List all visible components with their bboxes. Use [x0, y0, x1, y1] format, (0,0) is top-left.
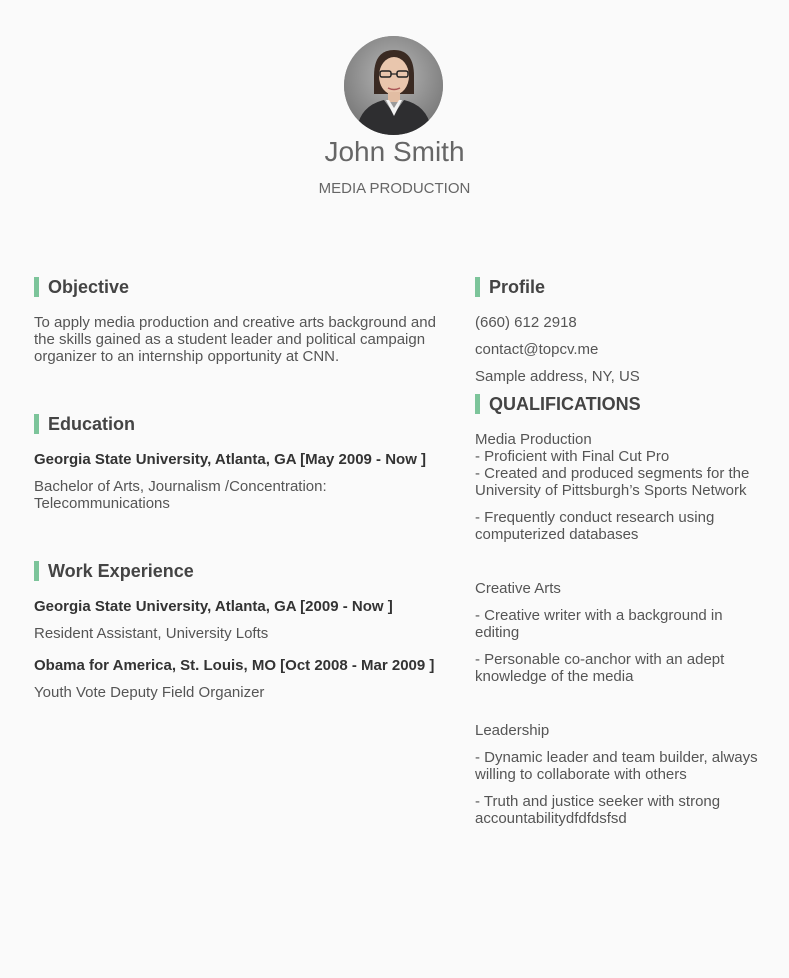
- education-heading: Education: [34, 413, 135, 435]
- education-degree: Bachelor of Arts, Journalism /Concentration: Telecommunications: [34, 478, 327, 512]
- qualifications-heading: QUALIFICATIONS: [475, 393, 641, 415]
- work-experience-heading: Work Experience: [34, 560, 194, 582]
- qualification-item: - Dynamic leader and team builder, always willing to collaborate with others: [475, 749, 758, 783]
- profile-email: contact@topcv.me: [475, 341, 599, 358]
- job-org: Obama for America, St. Louis, MO [Oct 2008 - Mar 2009 ]: [34, 657, 435, 674]
- qualification-group-title: Media Production: [475, 431, 592, 448]
- qualification-item: - Truth and justice seeker with strong accountabilitydfdfdsfsd: [475, 793, 721, 827]
- qualification-item: - Created and produced segments for the University of Pittsburgh’s Sports Network: [475, 465, 750, 499]
- qualification-group-title: Creative Arts: [475, 580, 561, 597]
- candidate-name: John Smith: [324, 136, 465, 167]
- education-school: Georgia State University, Atlanta, GA [May 2009 - Now ]: [34, 451, 427, 468]
- objective-heading: Objective: [34, 276, 129, 298]
- profile-phone: (660) 612 2918: [475, 314, 577, 331]
- qualification-item: - Creative writer with a background in editing: [475, 607, 723, 641]
- profile-heading: Profile: [475, 276, 545, 298]
- candidate-role: MEDIA PRODUCTION: [318, 180, 471, 197]
- avatar: [344, 36, 443, 135]
- objective-text: To apply media production and creative arts background and the skills gained as a student leader and political campaign organizer to an internship opportunity at CNN.: [34, 314, 436, 365]
- qualification-group-title: Leadership: [475, 722, 550, 739]
- profile-address: Sample address, NY, US: [475, 368, 640, 385]
- job-org: Georgia State University, Atlanta, GA [2009 - Now ]: [34, 598, 393, 615]
- qualification-item: - Personable co-anchor with an adept knowledge of the media: [475, 651, 725, 685]
- job-role: Resident Assistant, University Lofts: [34, 625, 269, 642]
- qualification-item: - Proficient with Final Cut Pro: [475, 448, 670, 465]
- profile-photo-icon: [344, 36, 443, 135]
- qualification-item: - Frequently conduct research using computerized databases: [475, 509, 715, 543]
- job-role: Youth Vote Deputy Field Organizer: [34, 684, 265, 701]
